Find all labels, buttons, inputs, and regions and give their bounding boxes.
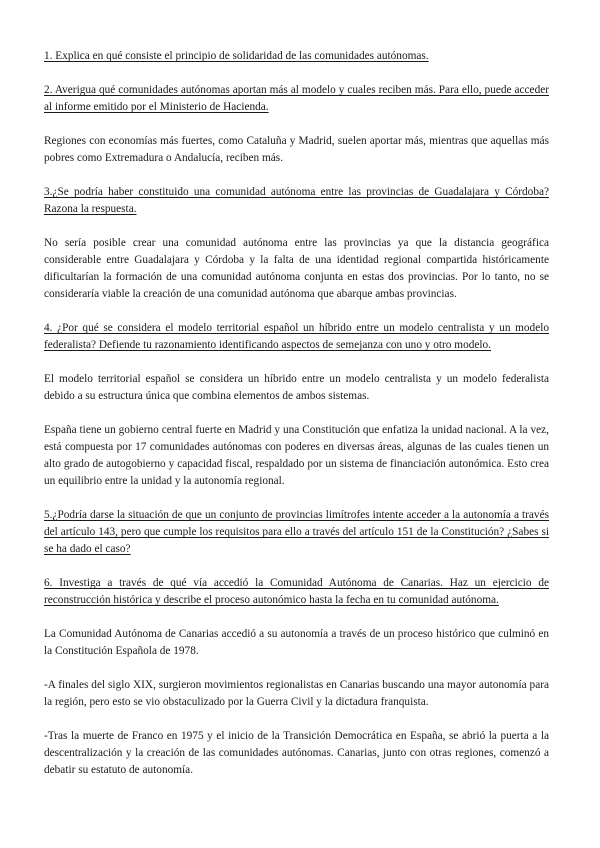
answer-2: Regiones con economías más fuertes, como Cataluña y Madrid, suelen aportar más, mientras que aquellas más pobres como Extremadura o Andalucía, reciben más.: [44, 135, 549, 164]
answer-3: No sería posible crear una comunidad autónoma entre las provincias ya que la distancia geográfica considerable entre Guadalajara y Córdoba y la falta de una identidad regional compartida históricamente dificultarían la formación de una comunidad autónoma conjunta en estas dos provincias. Por lo tanto, no se consideraría viable la creación de una comunidad autónoma que abarque ambas provincias.: [44, 237, 549, 300]
answer-6-paragraph-3: -Tras la muerte de Franco en 1975 y el inicio de la Transición Democrática en España, se abrió la puerta a la descentralización y la creación de las comunidades autónomas. Canarias, junto con otras regiones, comenzó a debatir su estatuto de autonomía.: [44, 730, 549, 776]
question-1: 1. Explica en qué consiste el principio de solidaridad de las comunidades autónomas.: [44, 50, 429, 62]
answer-4-paragraph-2: España tiene un gobierno central fuerte en Madrid y una Constitución que enfatiza la unidad nacional. A la vez, está compuesta por 17 comunidades autónomas con poderes en diversas áreas, algunas de las cuales tienen un alto grado de autogobierno y capacidad fiscal, respaldado por un sistema de financiación autonómica. Esto crea un equilibrio entre la unidad y la autonomía regional.: [44, 424, 549, 487]
question-2: 2. Averigua qué comunidades autónomas aportan más al modelo y cuales reciben más. Para ello, puede acceder al informe emitido por el Ministerio de Hacienda.: [44, 84, 549, 113]
question-4: 4. ¿Por qué se considera el modelo territorial español un híbrido entre un modelo centralista y un modelo federalista? Defiende tu razonamiento identificando aspectos de semejanza con uno y otro modelo.: [44, 322, 549, 351]
document-page: [44, 48, 549, 796]
question-6: 6. Investiga a través de qué vía accedió la Comunidad Autónoma de Canarias. Haz un ejercicio de reconstrucción histórica y describe el proceso autonómico hasta la fecha en tu comunidad autónoma.: [44, 577, 549, 606]
question-5: 5.¿Podría darse la situación de que un conjunto de provincias limítrofes intente acceder a la autonomía a través del artículo 143, pero que cumple los requisitos para ello a través del artículo 151 de la Constitución? ¿Sabes si se ha dado el caso?: [44, 509, 549, 555]
answer-6-paragraph-1: La Comunidad Autónoma de Canarias accedió a su autonomía a través de un proceso histórico que culminó en la Constitución Española de 1978.: [44, 628, 549, 657]
answer-6-paragraph-2: -A finales del siglo XIX, surgieron movimientos regionalistas en Canarias buscando una mayor autonomía para la región, pero esto se vio obstaculizado por la Guerra Civil y la dictadura franquista.: [44, 679, 549, 708]
answer-4-paragraph-1: El modelo territorial español se considera un híbrido entre un modelo centralista y un modelo federalista debido a su estructura única que combina elementos de ambos sistemas.: [44, 373, 549, 402]
question-3: 3.¿Se podría haber constituido una comunidad autónoma entre las provincias de Guadalajara y Córdoba? Razona la respuesta.: [44, 186, 549, 215]
